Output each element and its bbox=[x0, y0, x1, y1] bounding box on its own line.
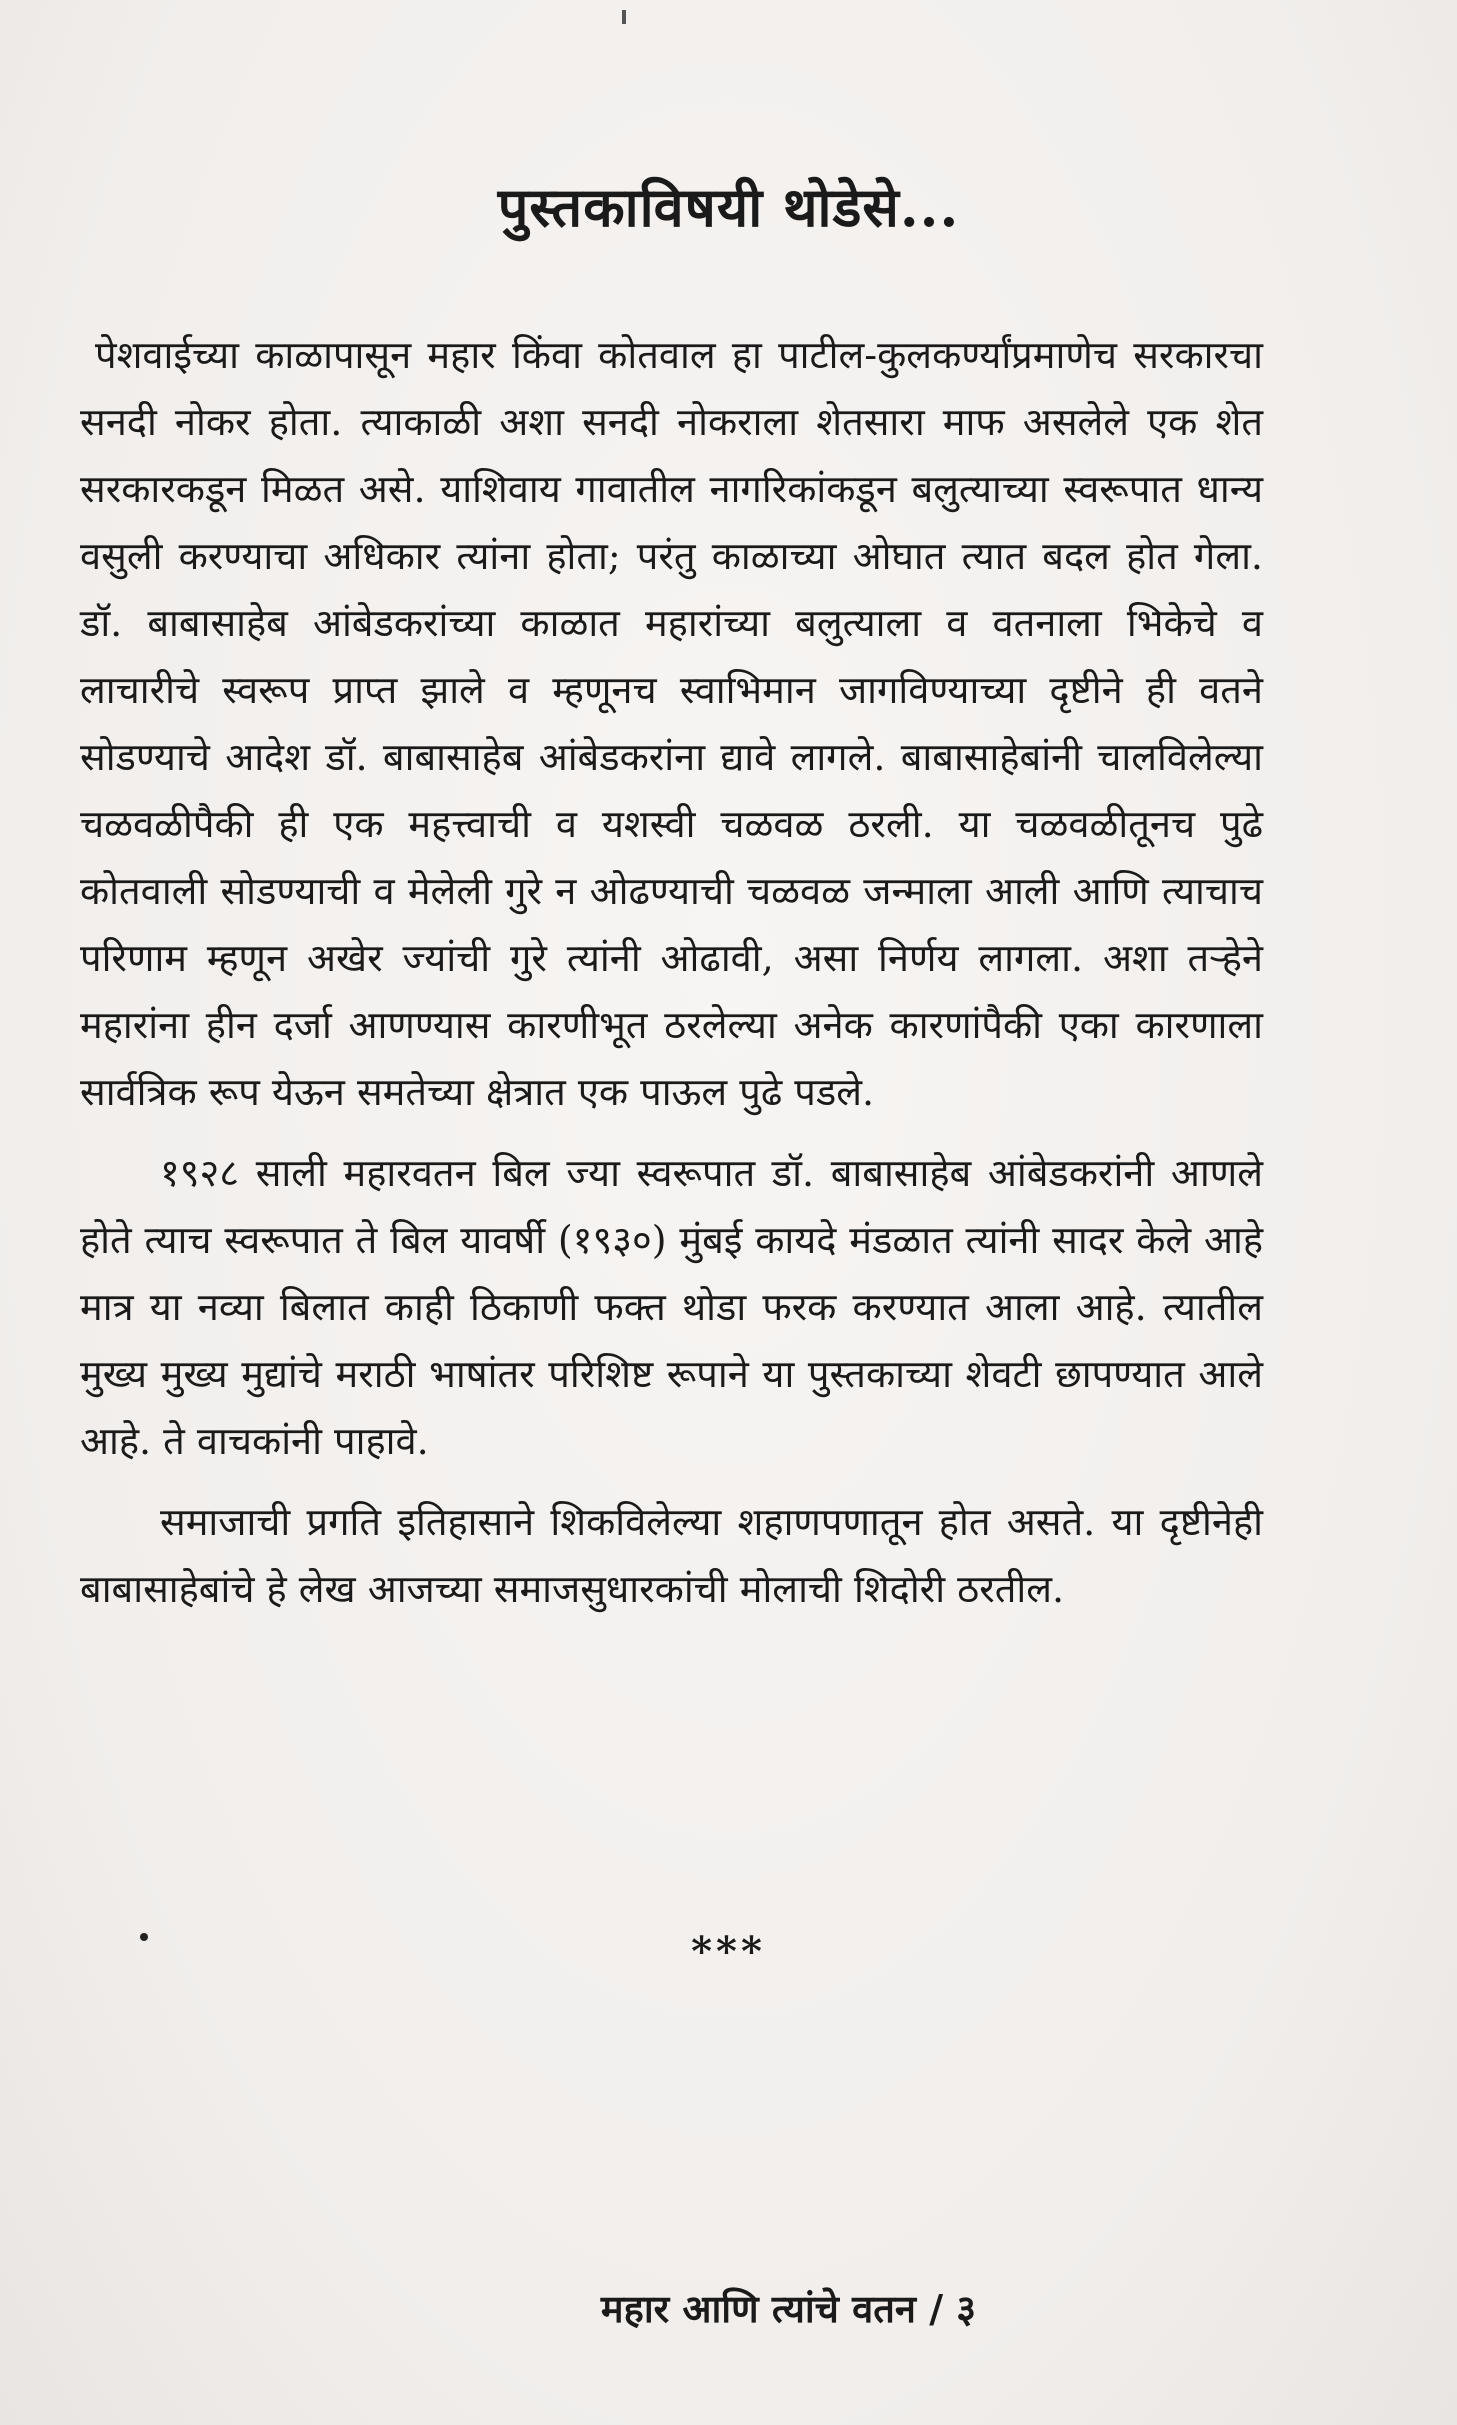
paragraph-1: पेशवाईच्या काळापासून महार किंवा कोतवाल हा पाटील-कुलकर्ण्यांप्रमाणेच सरकारचा सनदी नोकर होता. त्याकाळी अशा सनदी नोकराला शेतसारा माफ असलेले एक शेत सरकारकडून मिळत असे. याशिवाय गावातील नागरिकांकडून बलुत्याच्या स्वरूपात धान्य वसुली करण्याचा अधिकार त्यांना होता; परंतु काळाच्या ओघात त्यात बदल होत गेला. डॉ. बाबासाहेब आंबेडकरांच्या काळात महारांच्या बलुत्याला व वतनाला भिकेचे व लाचारीचे स्वरूप प्राप्त झाले व म्हणूनच स्वाभिमान जागविण्याच्या दृष्टीने ही वतने सोडण्याचे आदेश डॉ. बाबासाहेब आंबेडकरांना द्यावे लागले. बाबासाहेबांनी चालविलेल्या चळवळीपैकी ही एक महत्त्वाची व यशस्वी चळवळ ठरली. या चळवळीतूनच पुढे कोतवाली सोडण्याची व मेलेली गुरे न ओढण्याची चळवळ जन्माला आली आणि त्याचाच परिणाम म्हणून अखेर ज्यांची गुरे त्यांनी ओढावी, असा निर्णय लागला. अशा तऱ्हेने महारांना हीन दर्जा आणण्यास कारणीभूत ठरलेल्या अनेक कारणांपैकी एका कारणाला सार्वत्रिक रूप येऊन समतेच्या क्षेत्रात एक पाऊल पुढे पडले. bbox=[80, 333, 1264, 1114]
paragraph-2: १९२८ साली महारवतन बिल ज्या स्वरूपात डॉ. बाबासाहेब आंबेडकरांनी आणले होते त्याच स्वरूपात ते बिल यावर्षी (१९३०) मुंबई कायदे मंडळात त्यांनी सादर केले आहे मात्र या नव्या बिलात काही ठिकाणी फक्त थोडा फरक करण्यात आला आहे. त्यातील मुख्य मुख्य मुद्यांचे मराठी भाषांतर परिशिष्ट रूपाने या पुस्तकाच्या शेवटी छापण्यात आले आहे. ते वाचकांनी पाहावे. bbox=[80, 1151, 1263, 1463]
paragraph-3: समाजाची प्रगति इतिहासाने शिकविलेल्या शहाणपणातून होत असते. या दृष्टीनेही बाबासाहेबांचे हे लेख आजच्या समाजसुधारकांची मोलाची शिदोरी ठरतील. bbox=[80, 1500, 1263, 1611]
section-separator: *** bbox=[691, 1928, 766, 1975]
page-footer: महार आणि त्यांचे वतन / ३ bbox=[600, 2286, 977, 2331]
print-mark bbox=[622, 10, 626, 24]
page-title: पुस्तकाविषयी थोडेसे... bbox=[497, 175, 960, 239]
body-text bbox=[80, 322, 1263, 1623]
